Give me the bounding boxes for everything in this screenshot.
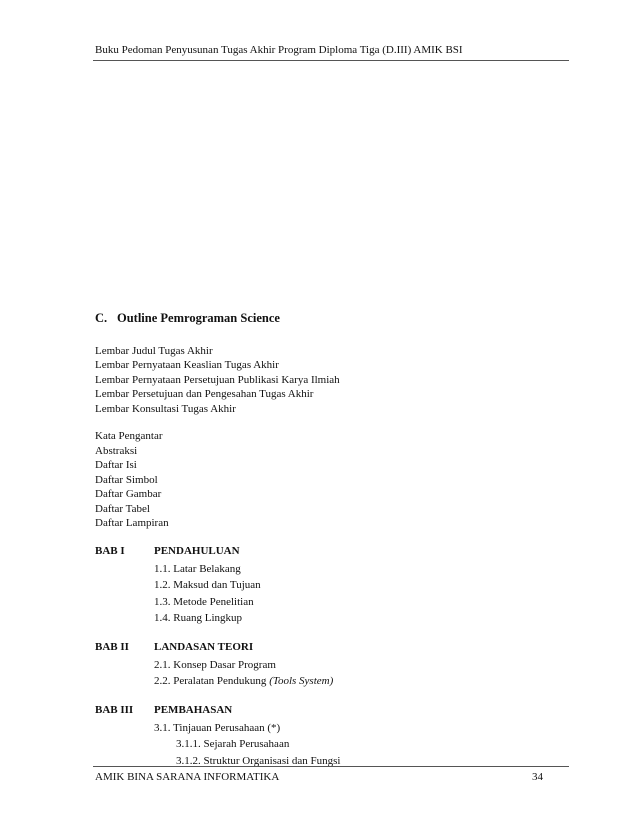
section-letter: C. <box>95 311 108 325</box>
list-item: Daftar Lampiran <box>95 517 169 529</box>
subsection-item <box>95 673 565 690</box>
chapter-bab-1 <box>95 544 565 627</box>
chapter-heading <box>95 703 565 718</box>
subsection-item: 1.3. Metode Penelitian <box>154 595 254 608</box>
chapter-bab-3 <box>95 703 565 770</box>
chapter-number: BAB II <box>95 640 129 653</box>
section-heading <box>95 311 565 326</box>
chapter-title: LANDASAN TEORI <box>154 640 254 653</box>
chapter-number: BAB III <box>95 703 134 716</box>
subsubsection-item: 3.1.1. Sejarah Perusahaan <box>176 738 290 750</box>
subsection-item: 1.2. Maksud dan Tujuan <box>154 579 261 591</box>
subsection-item: 3.1. Tinjauan Perusahaan (*) <box>154 721 281 734</box>
running-header: Buku Pedoman Penyusunan Tugas Akhir Program Diploma Tiga (D.III) AMIK BSI <box>95 44 463 56</box>
subsection-italic-note: (Tools System) <box>269 675 334 687</box>
header-divider <box>93 60 569 61</box>
list-item: Lembar Konsultasi Tugas Akhir <box>95 402 236 415</box>
subsection-item: 1.4. Ruang Lingkup <box>154 612 242 624</box>
chapter-heading <box>95 544 565 559</box>
subsection-item: 2.1. Konsep Dasar Program <box>154 658 276 671</box>
subsection-text: 2.2. Peralatan Pendukung <box>154 675 270 687</box>
list-item: Daftar Gambar <box>95 488 162 500</box>
chapter-number: BAB I <box>95 544 125 557</box>
list-item: Lembar Persetujuan dan Pengesahan Tugas Akhir <box>95 388 314 400</box>
list-item: Lembar Judul Tugas Akhir <box>95 344 213 357</box>
list-item: Lembar Pernyataan Persetujuan Publikasi Karya Ilmiah <box>95 373 340 386</box>
list-item: Daftar Tabel <box>95 502 150 515</box>
list-item: Daftar Simbol <box>95 473 158 486</box>
section-title: Outline Pemrograman Science <box>117 311 280 325</box>
list-item: Daftar Isi <box>95 459 137 471</box>
chapter-title: PENDAHULUAN <box>154 544 240 557</box>
subsubsection-item: 3.1.2. Struktur Organisasi dan Fungsi <box>176 754 341 767</box>
list-item: Kata Pengantar <box>95 430 163 442</box>
outline-content <box>95 311 565 782</box>
list-item: Lembar Pernyataan Keaslian Tugas Akhir <box>95 359 279 371</box>
chapter-heading <box>95 640 565 655</box>
footer-divider <box>93 766 569 767</box>
chapter-title: PEMBAHASAN <box>154 703 233 716</box>
subsection-item: 1.1. Latar Belakang <box>154 562 241 575</box>
list-item: Abstraksi <box>95 444 138 457</box>
page-number: 34 <box>532 771 543 783</box>
front-matter-group-1 <box>95 344 565 417</box>
chapter-bab-2 <box>95 640 565 690</box>
footer-institution: AMIK BINA SARANA INFORMATIKA <box>95 771 280 783</box>
front-matter-group-2 <box>95 429 565 531</box>
